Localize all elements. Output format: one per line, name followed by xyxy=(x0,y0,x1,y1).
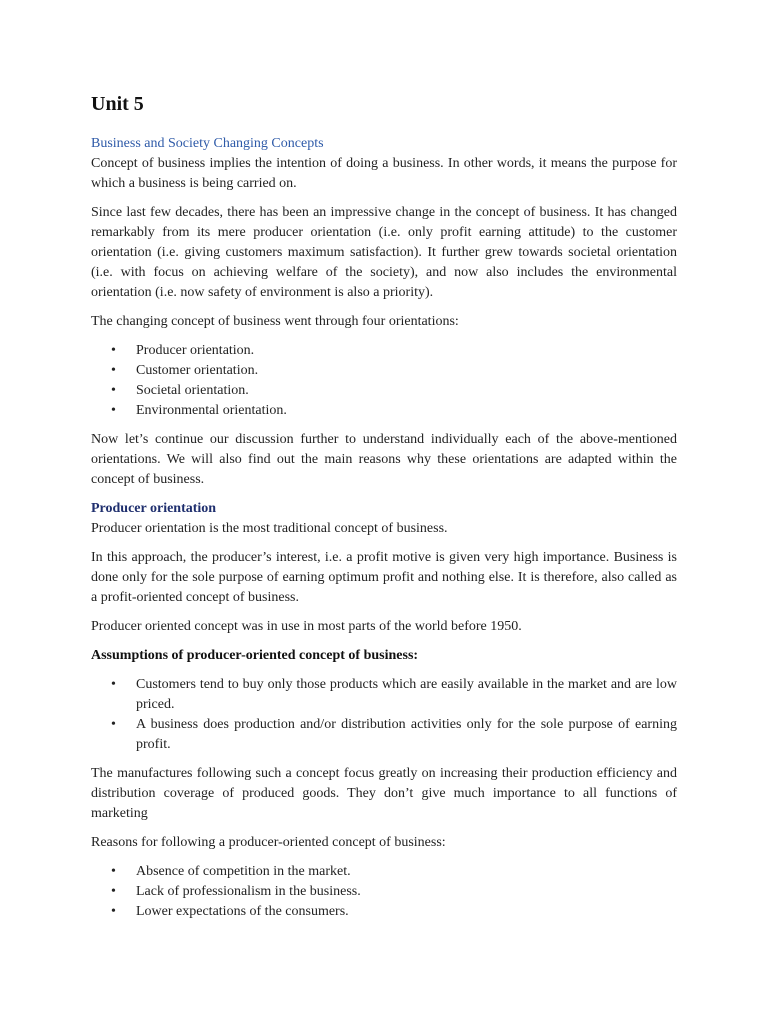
bullet-icon: • xyxy=(111,904,116,919)
bullet-icon: • xyxy=(111,884,116,899)
section-heading-producer-orientation: Producer orientation xyxy=(91,501,217,516)
orientations-list xyxy=(91,341,677,421)
list-item: • Lower expectations of the consumers. xyxy=(91,902,677,922)
list-item: • Societal orientation. xyxy=(91,381,677,401)
assumptions-heading: Assumptions of producer-oriented concept of business: xyxy=(91,648,419,663)
paragraph-reasons-intro: Reasons for following a producer-oriented concept of business: xyxy=(91,835,446,850)
bullet-icon: • xyxy=(111,343,116,358)
paragraph-producer-history: Producer oriented concept was in use in most parts of the world before 1950. xyxy=(91,619,522,634)
document-body xyxy=(91,134,677,931)
paragraph-concept-definition: Concept of business implies the intention of doing a business. In other words, it means the purpose for which a business is being carried on. xyxy=(91,156,677,191)
list-item: • A business does production and/or distribution activities only for the sole purpose of earning profit. xyxy=(111,717,677,752)
bullet-icon: • xyxy=(111,363,116,378)
section-heading-business-society: Business and Society Changing Concepts xyxy=(91,136,324,151)
list-item: • Absence of competition in the market. xyxy=(91,862,677,882)
list-item: • Producer orientation. xyxy=(91,341,677,361)
list-item: • Customer orientation. xyxy=(91,361,677,381)
paragraph-discussion-intro: Now let’s continue our discussion further to understand individually each of the above-mentioned orientations. We will also find out the main reasons why these orientations are adapted within the concept of business. xyxy=(91,432,677,487)
paragraph-producer-definition: Producer orientation is the most traditional concept of business. xyxy=(91,521,448,536)
unit-title: Unit 5 xyxy=(91,93,144,115)
bullet-icon: • xyxy=(111,403,116,418)
bullet-icon: • xyxy=(111,864,116,879)
assumptions-list xyxy=(91,675,677,755)
paragraph-producer-approach: In this approach, the producer’s interest, i.e. a profit motive is given very high importance. Business is done only for the sole purpose of earning optimum profit and nothing else. It is therefore, also called as a profit-oriented concept of business. xyxy=(91,550,677,605)
list-item: • Customers tend to buy only those products which are easily available in the market and are low priced. xyxy=(111,677,677,712)
paragraph-change-overview: Since last few decades, there has been an impressive change in the concept of business. It has changed remarkably from its mere producer orientation (i.e. only profit earning attitude) to the customer orientation (i.e. giving customers maximum satisfaction). It further grew towards societal orientation (i.e. with focus on achieving welfare of the society), and now also includes the environmental orientation (i.e. now safety of environment is also a priority). xyxy=(91,205,677,300)
bullet-icon: • xyxy=(111,383,116,398)
bullet-icon: • xyxy=(111,677,116,692)
list-item: • Lack of professionalism in the business. xyxy=(91,882,677,902)
paragraph-manufacturers-focus: The manufactures following such a concept focus greatly on increasing their production efficiency and distribution coverage of produced goods. They don’t give much importance to all functions of marketing xyxy=(91,766,677,821)
bullet-icon: • xyxy=(111,717,116,732)
reasons-list xyxy=(91,862,677,922)
list-item: • Environmental orientation. xyxy=(91,401,677,421)
paragraph-four-orientations-intro: The changing concept of business went through four orientations: xyxy=(91,314,459,329)
